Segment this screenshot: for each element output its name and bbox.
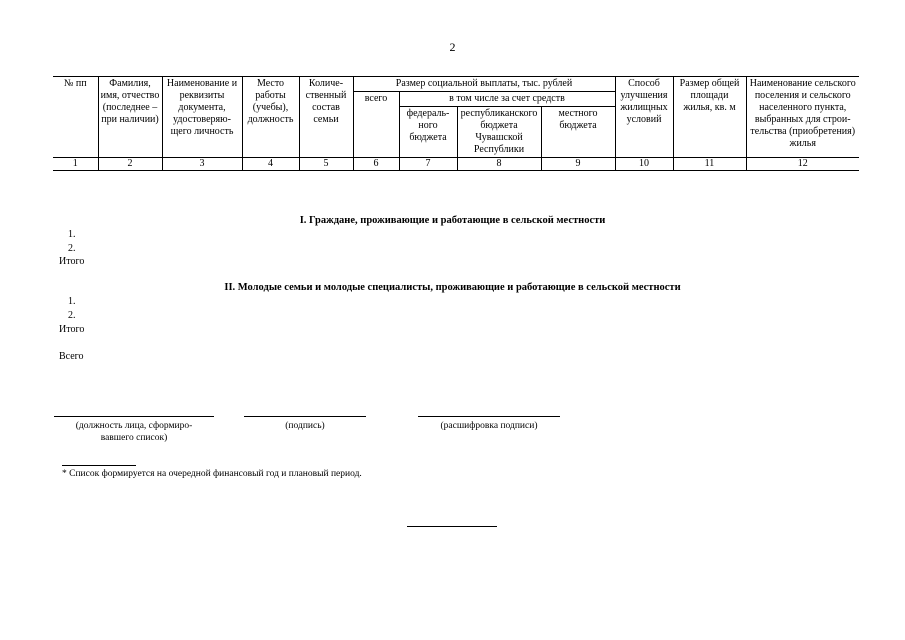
header-federal: федерального бюджета [399,107,457,158]
subtotal-label: Итого [59,324,85,335]
section-title: I. Граждане, проживающие и работающие в сельской местности [299,215,606,226]
column-number: 2 [98,158,162,171]
column-number: 12 [746,158,859,171]
column-number: 9 [541,158,615,171]
page-number: 2 [449,40,456,54]
row-number: 2. [68,243,76,254]
position-caption: (должность лица, сформировавшего список) [75,421,193,443]
row-number: 1. [68,296,76,307]
header-name: Фамилия, имя, отчество (последнее – при наличии) [98,77,162,158]
header-method: Способ улучшения жилищных условий [615,77,673,158]
header-local: местного бюджета [541,107,615,158]
row-number: 2. [68,310,76,321]
column-number: 10 [615,158,673,171]
header-family: Количественный состав семьи [299,77,353,158]
column-number: 4 [242,158,299,171]
header-incl-group: в том числе за счет средств [399,92,615,107]
header-payment-group: Размер социальной выплаты, тыс. рублей [353,77,615,92]
column-number: 1 [53,158,98,171]
footnote: * Список формируется на очередной финансовый год и плановый период. [62,469,362,479]
signature-line [244,416,366,417]
header-republic: республиканского бюджета Чувашской Республики [457,107,541,158]
column-number: 6 [353,158,399,171]
column-number: 5 [299,158,353,171]
header-num: № пп [53,77,98,158]
signature-caption: (подпись) [285,421,325,431]
column-number: 8 [457,158,541,171]
decoding-caption: (расшифровка подписи) [440,421,538,431]
end-of-document-rule [407,526,497,527]
row-number: 1. [68,229,76,240]
column-number: 11 [673,158,746,171]
header-workplace: Место работы (учебы), должность [242,77,299,158]
header-total: всего [353,92,399,158]
column-number: 3 [162,158,242,171]
header-settlement: Наименование сельского поселения и сельского населенного пункта, выбранных для строительства (приобретения) жилья [746,77,859,158]
subtotal-label: Итого [59,256,85,267]
column-number: 7 [399,158,457,171]
header-area: Размер общей площади жилья, кв. м [673,77,746,158]
section-title: II. Молодые семьи и молодые специалисты, проживающие и работающие в сельской местности [224,282,681,293]
header-document: Наименование и реквизиты документа, удостоверяющего личность [162,77,242,158]
footnote-separator [62,465,136,466]
applicants-table [53,76,859,171]
decoding-signature-line [418,416,560,417]
grand-total-label: Всего [59,351,84,362]
position-signature-line [54,416,214,417]
